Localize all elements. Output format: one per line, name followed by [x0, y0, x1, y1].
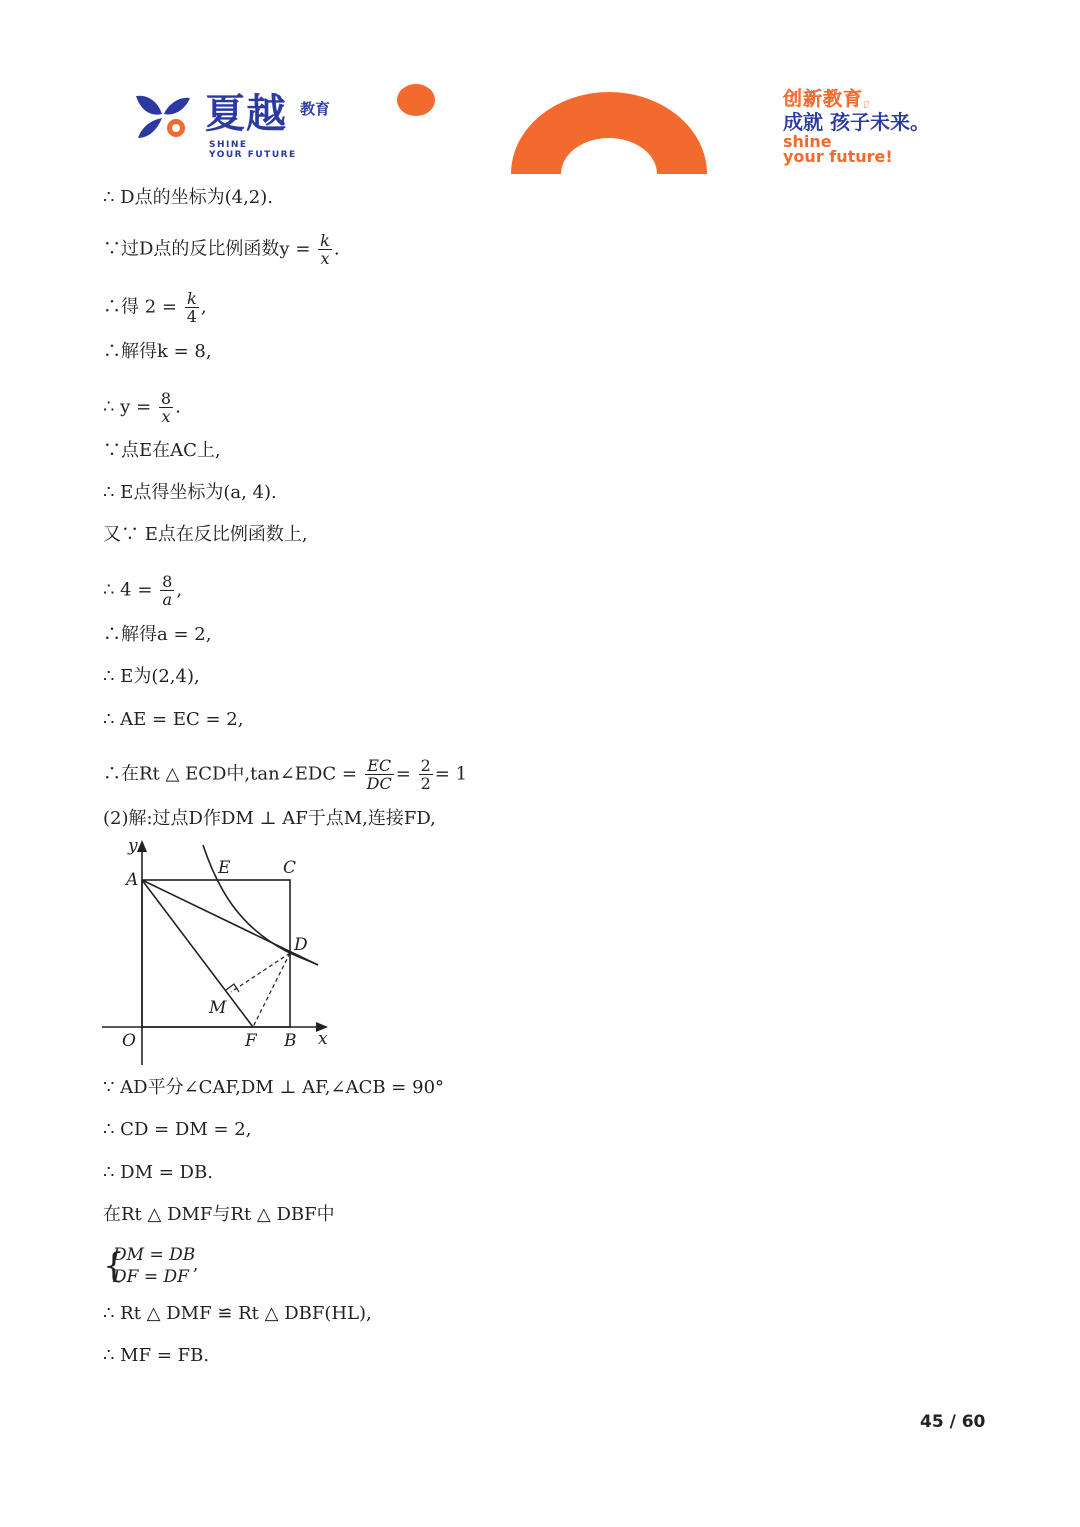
denominator: 2 [420, 774, 431, 793]
solution-line: 在Rt △ DMF与Rt △ DBF中 [103, 1204, 335, 1225]
butterfly-logo-icon [132, 92, 194, 144]
label-y: y [128, 836, 138, 856]
solution-line: ∵ AD平分∠CAF,DM ⊥ AF,∠ACB = 90° [103, 1077, 445, 1098]
solution-line: ∴ CD = DM = 2, [103, 1119, 252, 1140]
segment-DF [253, 953, 290, 1027]
fraction [185, 290, 199, 325]
text: = 1 [434, 763, 468, 785]
segment-AD [142, 880, 318, 965]
solution-line: ∴解得k = 8, [103, 341, 212, 362]
solution-line: ∴ D点的坐标为(4,2). [103, 187, 273, 208]
logo-superscript: 教育 [300, 100, 331, 118]
text: ∴在Rt △ ECD中,tan∠EDC = [103, 763, 357, 785]
text: ∴得 2 = [103, 296, 177, 318]
system-row: DF = DF [113, 1267, 189, 1287]
solution-line: ∴ E为(2,4), [103, 666, 200, 687]
solution-line: ∴ Rt △ DMF ≌ Rt △ DBF(HL), [103, 1303, 372, 1324]
geometry-figure [100, 835, 340, 1070]
solution-line: ∴ DM = DB. [103, 1162, 213, 1183]
fraction [365, 757, 394, 792]
numerator: EC [365, 757, 394, 775]
segment-DM [231, 953, 290, 992]
numerator: k [185, 290, 199, 308]
label-x: x [318, 1029, 328, 1049]
equation-system [103, 1244, 223, 1288]
segment-AF [142, 880, 253, 1027]
solution-line [103, 232, 340, 267]
page-header [0, 0, 1080, 180]
solution-line [103, 290, 207, 325]
logo-english-line1: SHINE [209, 140, 248, 150]
solution-line: ∴ MF = FB. [103, 1345, 210, 1366]
label-B: B [284, 1031, 297, 1051]
text: ∴ 4 = [103, 579, 153, 601]
label-A: A [126, 870, 139, 890]
numerator: 2 [420, 756, 431, 775]
fraction [160, 573, 174, 608]
text: . [175, 396, 181, 418]
y-axis-arrow [137, 840, 147, 852]
denominator: x [161, 407, 171, 426]
denominator: 4 [186, 307, 197, 326]
label-M: M [209, 998, 227, 1018]
text: ∵过D点的反比例函数y = [103, 238, 311, 260]
text: , [200, 296, 207, 318]
left-brace: { [103, 1246, 125, 1286]
label-C: C [283, 858, 297, 878]
numerator: 8 [162, 572, 173, 591]
slogan-line3b: your future! [783, 147, 893, 166]
logo-text: 夏越 [205, 91, 287, 137]
fraction [419, 757, 433, 792]
page-number: 45 / 60 [920, 1412, 986, 1432]
slogan-line1: 创新教育, [783, 88, 872, 110]
text: ∴ y = [103, 396, 152, 418]
label-E: E [218, 858, 231, 878]
numerator: 8 [160, 389, 172, 408]
decorative-dot [397, 84, 435, 116]
label-O: O [122, 1031, 136, 1051]
text: , [193, 1255, 199, 1275]
fraction [159, 390, 173, 425]
numerator: k [320, 231, 330, 250]
logo-english-line2: YOUR FUTURE [209, 150, 297, 160]
solution-line [103, 573, 182, 608]
system-row: DM = DB [113, 1245, 196, 1265]
denominator: a [162, 590, 173, 609]
solution-line: ∴ E点得坐标为(a, 4). [103, 482, 277, 503]
text: = [395, 763, 411, 785]
label-F: F [245, 1031, 257, 1051]
text: , [176, 579, 183, 601]
solution-line: ∴ AE = EC = 2, [103, 709, 244, 730]
denominator: x [320, 249, 330, 268]
fraction [318, 232, 332, 267]
solution-line [103, 757, 467, 792]
solution-line: ∴解得a = 2, [103, 624, 212, 645]
text: . [333, 238, 340, 260]
solution-line: (2)解:过点D作DM ⊥ AF于点M,连接FD, [103, 808, 436, 829]
slogan-line3a: shine [783, 132, 832, 151]
denominator: DC [366, 774, 392, 793]
solution-line: 又∵ E点在反比例函数上, [103, 524, 308, 545]
solution-line [103, 390, 181, 425]
decorative-arch [511, 92, 707, 174]
slogan-line2: 成就 孩子未来。 [783, 110, 930, 134]
solution-line: ∵点E在AC上, [103, 440, 221, 461]
label-D: D [294, 935, 308, 955]
slogan [783, 88, 930, 164]
